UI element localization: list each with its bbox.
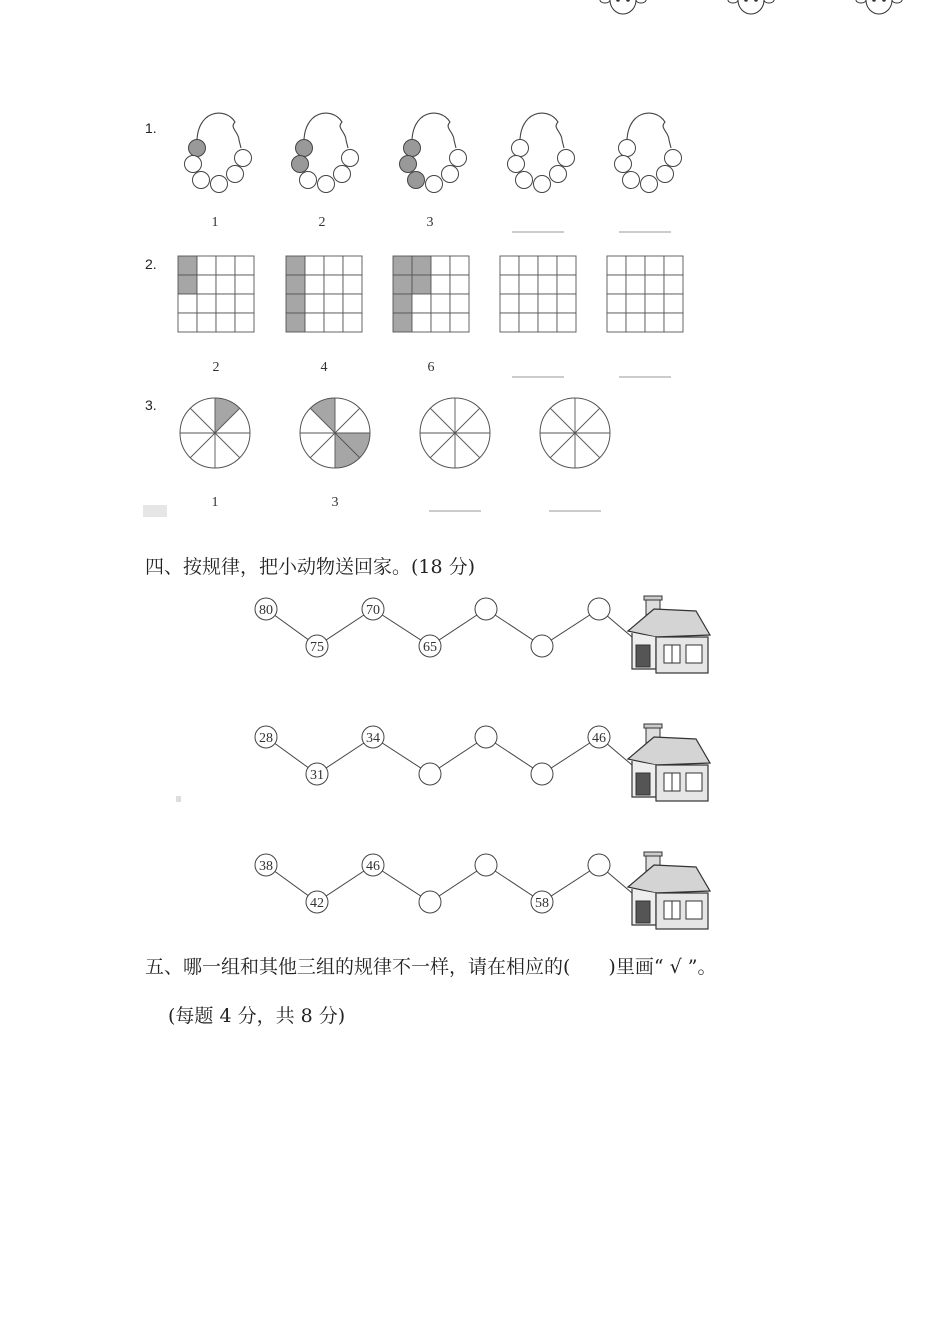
- house-chimney-cap: [644, 596, 662, 600]
- node-value: 80: [259, 603, 273, 618]
- bead: [334, 166, 351, 183]
- empty-answer-node: [419, 763, 441, 785]
- grid-cell: [557, 294, 576, 313]
- grid-cell: [343, 256, 362, 275]
- grid-figure: [607, 256, 683, 332]
- grid-cell: [450, 313, 469, 332]
- empty-answer-node: [475, 854, 497, 876]
- bead-filled: [408, 172, 425, 189]
- sheep-face: [866, 0, 892, 14]
- house-door: [636, 773, 650, 795]
- grid-cell: [538, 313, 557, 332]
- grid-cell: [343, 313, 362, 332]
- pie-figure: [300, 398, 370, 468]
- bead-filled: [296, 140, 313, 157]
- grid-cell: [305, 256, 324, 275]
- grid-cell: [607, 256, 626, 275]
- empty-answer-node: [419, 891, 441, 913]
- bead: [641, 176, 658, 193]
- grid-cell-shaded: [286, 256, 305, 275]
- bead: [318, 176, 335, 193]
- grid-cell-shaded: [286, 294, 305, 313]
- bead: [450, 150, 467, 167]
- grid-cell: [178, 313, 197, 332]
- bead: [623, 172, 640, 189]
- grid-cell-shaded: [393, 294, 412, 313]
- grid-cell-shaded: [393, 313, 412, 332]
- grid-cell-shaded: [178, 275, 197, 294]
- bead: [550, 166, 567, 183]
- house-door: [636, 901, 650, 923]
- grid-cell: [557, 313, 576, 332]
- grid-cell: [324, 275, 343, 294]
- pie-slice-shaded: [215, 398, 240, 433]
- section-4-number-paths: [176, 0, 902, 929]
- grid-cell: [305, 294, 324, 313]
- pattern-label: 2: [212, 360, 220, 375]
- grid-cell: [626, 275, 645, 294]
- grid-figure: [393, 256, 469, 332]
- pie-figure: [180, 398, 250, 468]
- section-3-patterns: [143, 113, 683, 517]
- bead: [185, 156, 202, 173]
- bead-necklace: [185, 113, 252, 192]
- grid-cell: [645, 294, 664, 313]
- pattern-label: 3: [331, 495, 339, 510]
- grid-cell: [431, 256, 450, 275]
- bead: [508, 156, 525, 173]
- house-icon: [628, 596, 710, 673]
- grid-cell: [500, 313, 519, 332]
- node-value: 58: [535, 896, 549, 911]
- grid-cell: [664, 313, 683, 332]
- grid-cell-shaded: [286, 275, 305, 294]
- empty-answer-node: [475, 726, 497, 748]
- grid-cell: [645, 256, 664, 275]
- grid-cell: [431, 294, 450, 313]
- grid-cell: [197, 256, 216, 275]
- bead: [227, 166, 244, 183]
- grid-cell: [450, 275, 469, 294]
- question-number: 3.: [145, 397, 157, 413]
- grid-cell-shaded: [412, 275, 431, 294]
- grid-figure: [500, 256, 576, 332]
- sheep-ear: [636, 0, 646, 3]
- bead: [665, 150, 682, 167]
- grid-cell: [450, 294, 469, 313]
- bead: [442, 166, 459, 183]
- sheep-ear: [728, 0, 738, 3]
- bead: [426, 176, 443, 193]
- grid-cell: [664, 294, 683, 313]
- rabbit-icon: [600, 0, 646, 14]
- house-chimney-cap: [644, 852, 662, 856]
- node-value: 38: [259, 859, 273, 874]
- grid-cell: [538, 256, 557, 275]
- grid-cell: [607, 313, 626, 332]
- grid-cell: [431, 313, 450, 332]
- smudge: [143, 505, 167, 517]
- grid-cell: [431, 275, 450, 294]
- house-icon: [628, 724, 710, 801]
- grid-cell: [450, 256, 469, 275]
- bead: [211, 176, 228, 193]
- grid-cell: [538, 275, 557, 294]
- grid-cell-shaded: [412, 256, 431, 275]
- grid-cell: [607, 294, 626, 313]
- grid-cell: [664, 275, 683, 294]
- grid-cell: [343, 275, 362, 294]
- bead-necklace: [508, 113, 575, 192]
- grid-cell: [235, 256, 254, 275]
- section-5-title: 五、哪一组和其他三组的规律不一样，请在相应的( )里画“ √ ”。: [145, 956, 717, 978]
- grid-cell: [235, 294, 254, 313]
- grid-cell: [197, 275, 216, 294]
- bead-filled: [400, 156, 417, 173]
- empty-answer-node: [588, 854, 610, 876]
- grid-cell: [645, 313, 664, 332]
- sheep-face: [610, 0, 636, 14]
- grid-cell: [412, 313, 431, 332]
- grid-cell: [519, 256, 538, 275]
- pattern-label: 6: [427, 360, 435, 375]
- bead: [300, 172, 317, 189]
- sheep-icon: [856, 0, 902, 14]
- node-value: 46: [592, 731, 606, 746]
- grid-cell: [500, 275, 519, 294]
- house-chimney-cap: [644, 724, 662, 728]
- grid-cell: [235, 275, 254, 294]
- pie-slice-shaded: [310, 398, 335, 433]
- grid-cell: [645, 275, 664, 294]
- sheep-ear: [600, 0, 610, 3]
- section-5-subtitle: (每题 4 分，共 8 分): [168, 1005, 346, 1027]
- grid-cell: [216, 275, 235, 294]
- house-window: [686, 773, 702, 791]
- grid-cell: [607, 275, 626, 294]
- empty-answer-node: [531, 635, 553, 657]
- question-number: 2.: [145, 256, 157, 272]
- bead-filled: [292, 156, 309, 173]
- node-value: 28: [259, 731, 273, 746]
- pattern-label: 1: [211, 215, 219, 230]
- grid-cell: [519, 294, 538, 313]
- pattern-label: 1: [211, 495, 219, 510]
- bead: [619, 140, 636, 157]
- grid-cell-shaded: [393, 256, 412, 275]
- house-door: [636, 645, 650, 667]
- question-number: 1.: [145, 120, 157, 136]
- house-roof: [628, 609, 710, 637]
- sheep-ear: [764, 0, 774, 3]
- grid-cell: [216, 256, 235, 275]
- node-value: 34: [366, 731, 380, 746]
- grid-cell: [664, 256, 683, 275]
- grid-cell: [626, 256, 645, 275]
- grid-cell: [324, 294, 343, 313]
- grid-cell-shaded: [393, 275, 412, 294]
- grid-cell-shaded: [286, 313, 305, 332]
- node-value: 70: [366, 603, 380, 618]
- grid-cell: [197, 294, 216, 313]
- bead: [615, 156, 632, 173]
- node-value: 46: [366, 859, 380, 874]
- grid-cell: [178, 294, 197, 313]
- grid-cell: [197, 313, 216, 332]
- bead: [516, 172, 533, 189]
- grid-cell: [343, 294, 362, 313]
- grid-cell-shaded: [178, 256, 197, 275]
- grid-cell: [412, 294, 431, 313]
- empty-answer-node: [475, 598, 497, 620]
- bead-necklace: [615, 113, 682, 192]
- bead: [657, 166, 674, 183]
- grid-cell: [216, 313, 235, 332]
- node-value: 42: [310, 896, 324, 911]
- house-window: [686, 645, 702, 663]
- empty-answer-node: [531, 763, 553, 785]
- grid-cell: [305, 275, 324, 294]
- grid-cell: [216, 294, 235, 313]
- bead: [342, 150, 359, 167]
- section-4-title: 四、按规律，把小动物送回家。(18 分): [145, 556, 476, 578]
- node-value: 75: [310, 640, 324, 655]
- grid-cell: [324, 256, 343, 275]
- sheep-ear: [856, 0, 866, 3]
- pie-figure: [540, 398, 610, 468]
- pie-figure: [420, 398, 490, 468]
- pattern-label: 2: [318, 215, 326, 230]
- house-roof: [628, 737, 710, 765]
- bead-filled: [404, 140, 421, 157]
- house-roof: [628, 865, 710, 893]
- empty-answer-node: [588, 598, 610, 620]
- grid-cell: [626, 313, 645, 332]
- bead: [558, 150, 575, 167]
- grid-cell: [235, 313, 254, 332]
- pattern-label: 3: [426, 215, 434, 230]
- node-value: 31: [310, 768, 324, 783]
- bead-necklace: [400, 113, 467, 192]
- house-window: [686, 901, 702, 919]
- bead: [534, 176, 551, 193]
- grid-cell: [519, 313, 538, 332]
- number-path-row: [255, 0, 902, 929]
- grid-cell: [305, 313, 324, 332]
- bead-necklace: [292, 113, 359, 192]
- grid-cell: [500, 256, 519, 275]
- bead: [235, 150, 252, 167]
- grid-cell: [324, 313, 343, 332]
- sheep-ear: [892, 0, 902, 3]
- node-value: 65: [423, 640, 437, 655]
- grid-figure: [178, 256, 254, 332]
- grid-figure: [286, 256, 362, 332]
- bead: [512, 140, 529, 157]
- house-icon: [628, 852, 710, 929]
- grid-cell: [626, 294, 645, 313]
- grid-cell: [519, 275, 538, 294]
- pattern-label: 4: [320, 360, 328, 375]
- grid-cell: [557, 275, 576, 294]
- sheep-face: [738, 0, 764, 14]
- cat-icon: [728, 0, 774, 14]
- smudge: [176, 796, 181, 802]
- grid-cell: [538, 294, 557, 313]
- bead-filled: [189, 140, 206, 157]
- grid-cell: [557, 256, 576, 275]
- bead: [193, 172, 210, 189]
- grid-cell: [500, 294, 519, 313]
